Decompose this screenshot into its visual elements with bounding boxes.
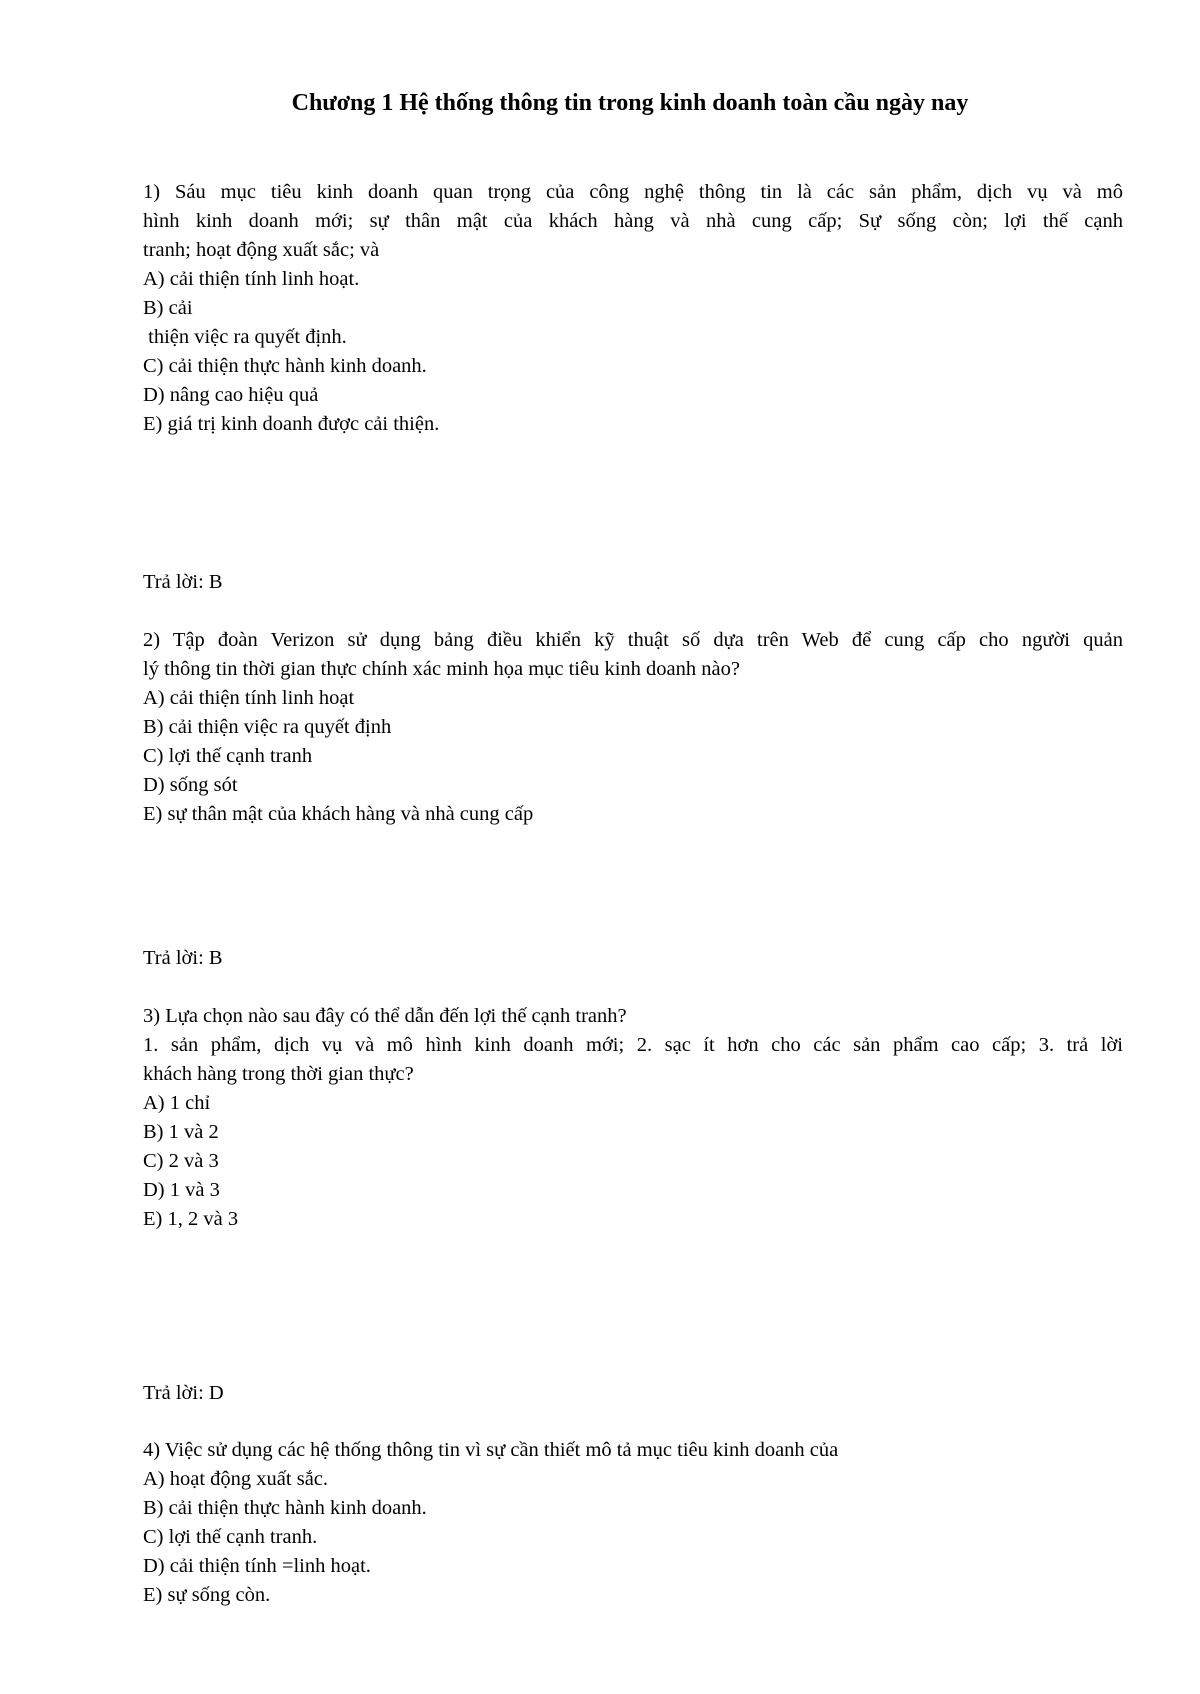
question-3-option-c: C) 2 và 3	[143, 1150, 219, 1172]
question-1-answer: Trả lời: B	[143, 571, 223, 593]
question-2-option-c: C) lợi thế cạnh tranh	[143, 745, 313, 767]
question-1-option-b: B) cải	[143, 297, 193, 319]
question-2-option-d: D) sống sót	[143, 774, 238, 796]
question-1-option-d: D) nâng cao hiệu quả	[143, 384, 319, 406]
question-1	[143, 178, 1123, 439]
question-3-stem-line-3: khách hàng trong thời gian thực?	[143, 1063, 414, 1085]
question-2-option-a: A) cải thiện tính linh hoạt	[143, 687, 355, 709]
question-4-option-e: E) sự sống còn.	[143, 1584, 271, 1606]
question-3-option-d: D) 1 và 3	[143, 1179, 220, 1201]
question-3-answer: Trả lời: D	[143, 1382, 224, 1404]
question-4	[143, 1436, 1123, 1610]
question-1-option-a: A) cải thiện tính linh hoạt.	[143, 268, 360, 290]
question-1-stem-line-3: tranh; hoạt động xuất sắc; và	[143, 239, 380, 261]
question-3-option-b: B) 1 và 2	[143, 1121, 219, 1143]
question-2-stem-line-2: lý thông tin thời gian thực chính xác minh họa mục tiêu kinh doanh nào?	[143, 658, 740, 680]
question-4-option-d: D) cải thiện tính =linh hoạt.	[143, 1555, 371, 1577]
question-3-option-a: A) 1 chỉ	[143, 1092, 211, 1114]
question-1-option-c: C) cải thiện thực hành kinh doanh.	[143, 355, 427, 377]
question-3-option-e: E) 1, 2 và 3	[143, 1208, 239, 1230]
question-1-option-e: E) giá trị kinh doanh được cải thiện.	[143, 413, 440, 435]
question-1-stem-line-1: 1) Sáu mục tiêu kinh doanh quan trọng của công nghệ thông tin là các sản phẩm, dịch vụ và mô	[143, 181, 1123, 203]
question-3	[143, 1002, 1123, 1234]
page-title: Chương 1 Hệ thống thông tin trong kinh doanh toàn cầu ngày nay	[291, 90, 969, 116]
question-2	[143, 626, 1123, 829]
question-2-option-b: B) cải thiện việc ra quyết định	[143, 716, 392, 738]
question-3-stem-line-1: 3) Lựa chọn nào sau đây có thể dẫn đến lợi thế cạnh tranh?	[143, 1005, 627, 1027]
question-1-option-b-continued: thiện việc ra quyết định.	[143, 326, 347, 348]
question-2-stem-line-1: 2) Tập đoàn Verizon sử dụng bảng điều khiển kỹ thuật số dựa trên Web để cung cấp cho người quản	[143, 629, 1123, 651]
question-4-option-a: A) hoạt động xuất sắc.	[143, 1468, 329, 1490]
question-4-option-c: C) lợi thế cạnh tranh.	[143, 1526, 318, 1548]
question-4-stem-line-1: 4) Việc sử dụng các hệ thống thông tin vì sự cần thiết mô tả mục tiêu kinh doanh của	[143, 1439, 839, 1461]
question-3-stem-line-2: 1. sản phẩm, dịch vụ và mô hình kinh doanh mới; 2. sạc ít hơn cho các sản phẩm cao cấp; 3. trả lời	[143, 1034, 1123, 1056]
question-1-stem-line-2: hình kinh doanh mới; sự thân mật của khách hàng và nhà cung cấp; Sự sống còn; lợi thế cạnh	[143, 210, 1123, 232]
question-2-answer: Trả lời: B	[143, 947, 223, 969]
question-2-option-e: E) sự thân mật của khách hàng và nhà cung cấp	[143, 803, 534, 825]
question-4-option-b: B) cải thiện thực hành kinh doanh.	[143, 1497, 427, 1519]
